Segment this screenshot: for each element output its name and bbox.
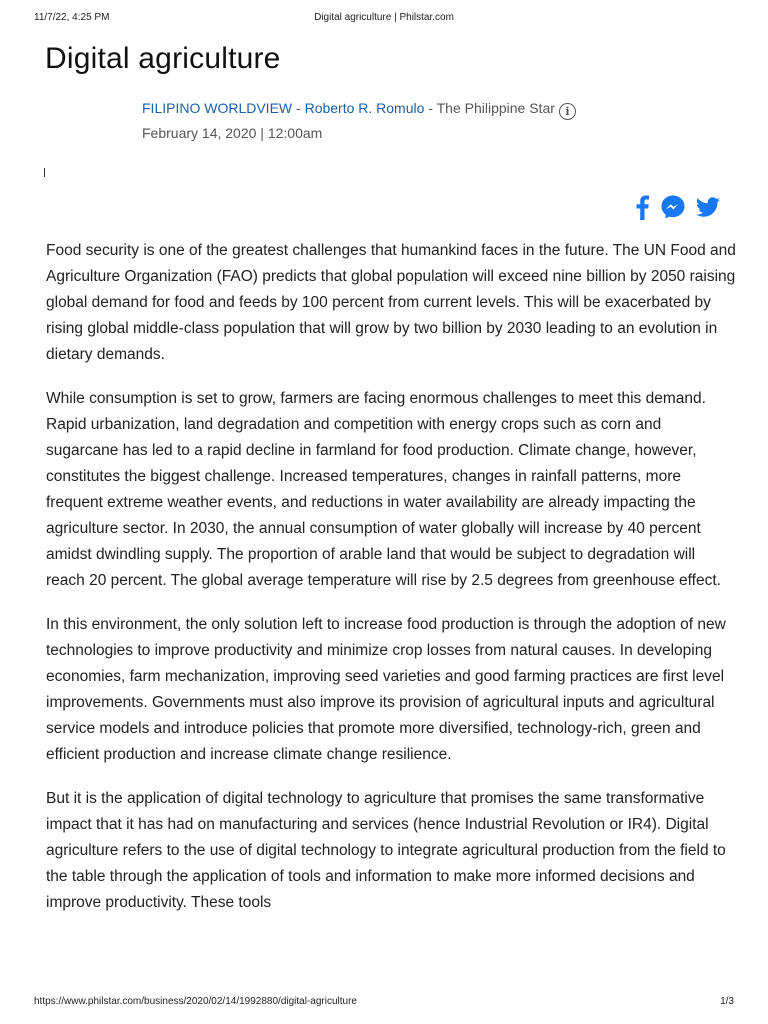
author-link[interactable]: Roberto R. Romulo [304,100,425,116]
publish-date: February 14, 2020 | 12:00am [142,125,323,141]
print-doc-title: Digital agriculture | Philstar.com [314,12,454,23]
article-paragraph: Food security is one of the greatest challenges that humankind faces in the future. The UN Food and Agriculture Organization (FAO) predicts that global population will exceed nine billion by 2050 raising global demand for food and feeds by 100 percent from current levels. This will be exacerbated by rising global middle-class population that will grow by two billion by 2030 leading to an evolution in dietary demands. [46,242,736,363]
print-header [0,12,768,26]
article-paragraph: In this environment, the only solution left to increase food production is through the adoption of new technologies to improve productivity and minimize crop losses from natural causes. In developing economies, farm mechanization, improving seed varieties and good farming practices are first level improvements. Governments must also improve its provision of agricultural inputs and agricultural service models and introduce policies that promote more diversified, technology-rich, green and efficient production and increase climate change resilience. [46,616,726,763]
byline [142,100,576,120]
facebook-icon[interactable] [632,194,652,220]
info-icon[interactable]: i [559,103,576,120]
print-url: https://www.philstar.com/business/2020/02/14/1992880/digital-agriculture [34,996,357,1007]
text-cursor-mark [44,168,45,177]
share-bar [632,194,722,220]
publication-name: The Philippine Star [436,100,555,116]
article-body [46,238,736,934]
twitter-icon[interactable] [694,194,722,220]
byline-separator: - [424,100,437,116]
messenger-icon[interactable] [660,194,686,220]
print-page-number: 1/3 [720,996,734,1007]
article-paragraph: While consumption is set to grow, farmers are facing enormous challenges to meet this demand. Rapid urbanization, land degradation and competition with energy crops such as corn and sugarcane has led to a rapid decline in farmland for food production. Climate change, however, constitutes the biggest challenge. Increased temperatures, changes in rainfall patterns, more frequent extreme weather events, and reductions in water availability are already impacting the agriculture sector. In 2030, the annual consumption of water globally will increase by 40 percent amidst dwindling supply. The proportion of arable land that would be subject to degradation will reach 20 percent. The global average temperature will rise by 2.5 degrees from greenhouse effect. [46,390,721,589]
print-datetime: 11/7/22, 4:25 PM [34,12,110,23]
article-title: Digital agriculture [45,42,281,75]
column-link[interactable]: FILIPINO WORLDVIEW [142,100,293,116]
byline-separator: - [292,100,305,116]
article-paragraph: But it is the application of digital technology to agriculture that promises the same transformative impact that it has had on manufacturing and services (hence Industrial Revolution or IR4). Digital agriculture refers to the use of digital technology to integrate agricultural production from the field to the table through the application of tools and information to make more informed decisions and improve productivity. These tools [46,790,726,911]
print-footer [0,996,768,1010]
